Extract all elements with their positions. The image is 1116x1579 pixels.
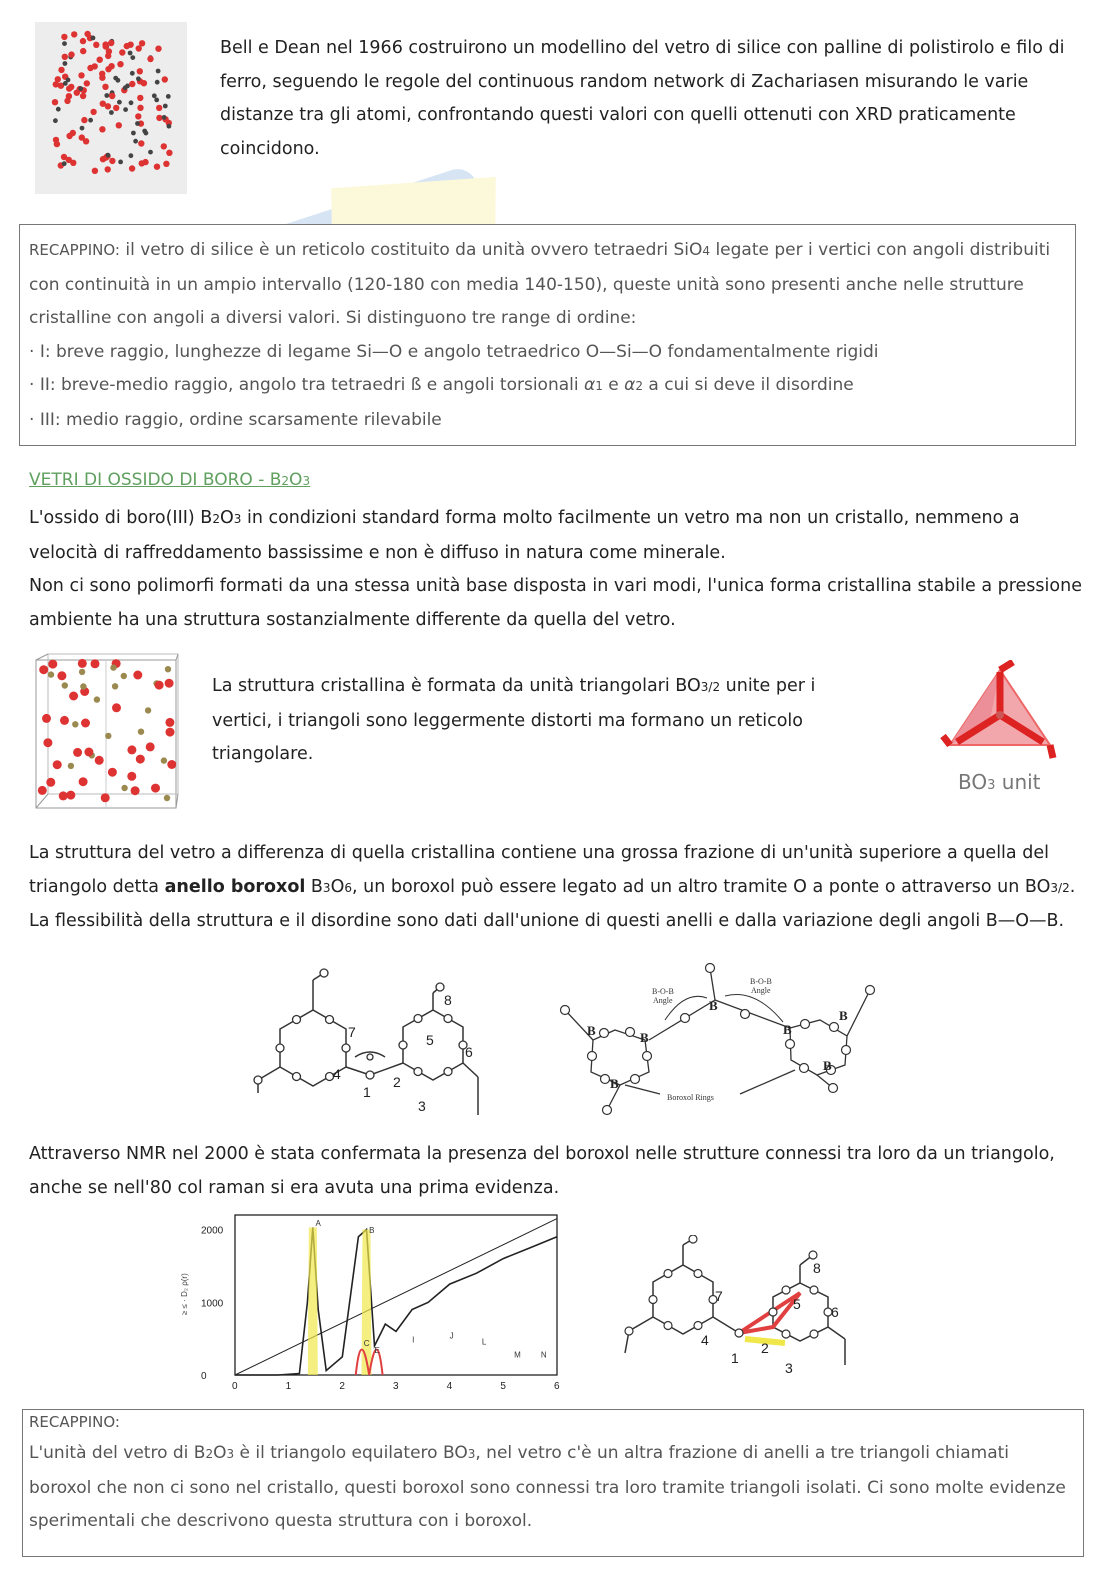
silica-model-image: [35, 22, 187, 194]
silica-atom: [162, 115, 167, 120]
silica-atom: [166, 94, 171, 99]
silica-atom: [154, 98, 159, 103]
silica-atom: [97, 57, 103, 63]
oxygen-atom: [133, 671, 142, 680]
boron-atom: [68, 763, 74, 769]
silica-atom: [84, 80, 90, 86]
intro-paragraph: [220, 32, 1090, 166]
p1-c: in condizioni standard forma molto facilmente un vetro ma non un cristallo, nemmeno a velocità di raffreddamento bassissime e non è diffuso in natura come minerale.: [29, 508, 1020, 563]
silica-atom: [66, 78, 71, 83]
p1-a: L'ossido di boro(III) B: [29, 508, 213, 528]
peak-highlight: [361, 1230, 371, 1375]
boron-atom: [138, 729, 144, 735]
p2-b: unite per i vertici, i triangoli sono leggermente distorti ma formano un reticolo triangolare.: [212, 676, 816, 764]
silica-atom: [104, 93, 109, 98]
x-tick-label: 6: [554, 1381, 560, 1392]
silica-atom: [93, 42, 99, 48]
silica-atom: [53, 118, 58, 123]
oxygen-atom: [165, 718, 174, 727]
diag2-angle-right: B-O-B: [750, 977, 772, 986]
r2-sub3: 3: [467, 1447, 476, 1461]
boroxol-diagram-numbered: [250, 965, 490, 1125]
alpha-2-symbol: α: [624, 375, 636, 395]
silica-atom: [137, 105, 143, 111]
silica-atom: [92, 168, 98, 174]
oxygen-atom: [66, 791, 75, 800]
silica-atom: [162, 76, 168, 82]
paragraph-3: [29, 837, 1089, 939]
diag1-label-2: 2: [393, 1074, 401, 1090]
silica-atom: [167, 124, 172, 129]
oxygen-atom: [127, 745, 136, 754]
bullet-mark: ·: [29, 375, 35, 395]
alpha-2-sub: 2: [635, 379, 643, 393]
x-tick-label: 4: [446, 1381, 453, 1392]
oxygen-atom: [136, 755, 145, 764]
oxygen-atom: [39, 665, 48, 674]
diag2-angle-left: B-O-B: [652, 987, 674, 996]
heading-text-a: VETRI DI OSSIDO DI BORO - B: [29, 470, 282, 490]
x-tick-label: 0: [232, 1381, 238, 1392]
diag1-label-4: 4: [333, 1066, 341, 1082]
silica-atom: [108, 40, 114, 46]
oxygen-atom: [91, 659, 100, 668]
diag2-atom-b3: B: [610, 1076, 619, 1091]
svg-text:≥ ≤ · D₂ ρ(r): ≥ ≤ · D₂ ρ(r): [180, 1273, 189, 1315]
oxygen-atom: [112, 703, 121, 712]
silica-atom: [129, 81, 135, 87]
r2-sub2: 3: [226, 1447, 235, 1461]
oxygen-atom: [165, 679, 174, 688]
recap-1-text-b: legate per i vertici con angoli distribuiti con continuità in un ampio intervallo (120-180 con media 140-150), queste unità sono presenti anche nelle strutture cristalline con angoli a diversi valori. Si distinguono tre range di ordine:: [29, 240, 1051, 328]
boron-atom: [94, 696, 100, 702]
silica-atom: [128, 51, 133, 56]
bo3-label-unit: unit: [995, 770, 1041, 794]
recap-2-content: [29, 1407, 1074, 1539]
silica-atom: [123, 107, 128, 112]
diag3-label-5: 5: [793, 1296, 801, 1312]
x-tick-label: 2: [339, 1381, 345, 1392]
p3-bold: anello boroxol: [164, 876, 306, 897]
silica-atom: [130, 55, 135, 60]
p4-text: Attraverso NMR nel 2000 è stata confermata la presenza del boroxol nelle strutture connessi tra loro da un triangolo, anche se nell'80 col raman si era avuta una prima evidenza.: [29, 1144, 1055, 1198]
x-tick-label: 5: [500, 1381, 506, 1392]
silica-atom: [139, 160, 145, 166]
x-tick-label: 3: [393, 1381, 399, 1392]
diag3-label-4: 4: [701, 1332, 709, 1348]
oxygen-atom: [146, 742, 155, 751]
series-line-total: [235, 1227, 557, 1375]
oxygen-atom: [46, 778, 55, 787]
silica-atom: [129, 153, 134, 158]
boron-atom: [79, 669, 85, 675]
peak-label: A: [315, 1218, 321, 1228]
silica-atom: [90, 109, 96, 115]
oxygen-atom: [43, 738, 52, 747]
oxygen-atom: [155, 681, 164, 690]
silica-atom: [137, 95, 143, 101]
recap-1-sub: 4: [702, 244, 711, 258]
p1-d: Non ci sono polimorfi formati da una stessa unità base disposta in vari modi, l'unica forma cristallina stabile a pressione ambiente ha una struttura sostanzialmente differente da quella del vetro.: [29, 576, 1082, 630]
oxygen-atom: [95, 756, 104, 765]
oxygen-atom: [53, 760, 62, 769]
oxygen-atom: [73, 748, 82, 757]
diag2-ring-label: Boroxol Rings: [667, 1093, 714, 1102]
alpha-2: [624, 375, 643, 395]
silica-atom: [105, 103, 111, 109]
diag2-atom-b4: B: [709, 998, 718, 1013]
silica-atom: [91, 36, 96, 41]
silica-atom: [105, 53, 111, 59]
p3-b: B: [305, 876, 323, 897]
oxygen-atom: [57, 671, 66, 680]
recap-1-bullet-1: [29, 336, 1074, 370]
boroxol-highlight-diagram: [615, 1235, 865, 1385]
p1-sub1: 2: [212, 512, 220, 526]
oxygen-atom: [78, 659, 87, 668]
oxygen-atom: [38, 786, 47, 795]
silica-atom: [99, 75, 105, 81]
diag3-label-1: 1: [731, 1350, 739, 1366]
diag2-atom-b7: B: [823, 1058, 832, 1073]
peak-highlight: [308, 1227, 318, 1375]
recap-1-text-a: il vetro di silice è un reticolo costituito da unità ovvero tetraedri SiO: [119, 240, 703, 260]
silica-atom: [62, 41, 67, 46]
diag1-label-7: 7: [348, 1024, 356, 1040]
bullet-2-and: e: [602, 375, 625, 395]
diag2-atom-b6: B: [839, 1008, 848, 1023]
diag1-label-3: 3: [418, 1098, 426, 1114]
diag1-label-8: 8: [444, 992, 452, 1008]
peak-label: M: [514, 1350, 521, 1360]
bo3-label-sub: 3: [987, 778, 996, 793]
silica-atom: [61, 34, 67, 40]
silica-atom: [109, 110, 114, 115]
boron-atom: [80, 683, 86, 689]
r2-a: L'unità del vetro di B: [29, 1443, 206, 1463]
boron-atom: [105, 733, 111, 739]
crystal-structure-image: [30, 652, 182, 814]
oxygen-atom: [131, 786, 140, 795]
p1-b: O: [219, 508, 234, 528]
p3-a: La struttura del vetro a differenza di quella cristallina contiene una grossa frazione di un'unità superiore a quella del triangolo detta: [29, 843, 1049, 897]
oxygen-atom: [101, 793, 110, 802]
bullet-1-text: I: breve raggio, lunghezze di legame Si—O e angolo tetraedrico O—Si—O fondamentalmente rigidi: [39, 341, 879, 362]
silica-atom: [66, 133, 72, 139]
silica-atom: [131, 131, 136, 136]
p3-sub2: 6: [344, 880, 352, 895]
peak-label: N: [540, 1350, 547, 1360]
peak-label: J: [449, 1331, 454, 1341]
silica-atom: [78, 72, 84, 78]
heading-sub-1: 2: [281, 474, 290, 488]
p1-sub2: 3: [233, 512, 242, 526]
silica-atom: [80, 93, 86, 99]
boron-atom: [161, 757, 167, 763]
oxygen-atom: [79, 777, 88, 786]
silica-atom: [124, 43, 130, 49]
silica-atom: [99, 126, 105, 132]
boron-atom: [72, 721, 78, 727]
y-tick-label: 0: [201, 1371, 207, 1382]
oxygen-atom: [108, 768, 117, 777]
silica-atom: [138, 140, 144, 146]
p3-d: , un boroxol può essere legato ad un altro tramite O a ponte o attraverso un BO: [351, 876, 1051, 897]
alpha-1-sub: 1: [595, 379, 603, 393]
silica-atom: [109, 93, 115, 99]
recap-1-label: RECAPPINO:: [29, 241, 120, 259]
silica-atom: [129, 165, 135, 171]
heading-sub-2: 3: [302, 474, 311, 488]
diag2-atom-b1: B: [640, 1030, 649, 1045]
silica-atom: [118, 160, 123, 165]
silica-atom: [80, 126, 85, 131]
p2-sub1: 3/2: [700, 680, 721, 694]
silica-atom: [84, 31, 90, 37]
paragraph-1: [29, 502, 1089, 637]
silica-atom: [147, 56, 153, 62]
oxygen-atom: [166, 728, 175, 737]
y-tick-label: 2000: [201, 1225, 224, 1237]
recap-2-label: RECAPPINO:: [29, 1413, 120, 1431]
silica-atom: [156, 105, 162, 111]
silica-atom: [166, 150, 172, 156]
recap-1-content: [29, 234, 1074, 437]
bo3-unit-label: [958, 770, 1041, 794]
silica-atom: [54, 141, 60, 147]
silica-atom: [56, 107, 61, 112]
pair-distribution-chart: [165, 1210, 575, 1400]
boron-atom: [121, 673, 127, 679]
diag3-label-3: 3: [785, 1360, 793, 1376]
peak-label: B: [369, 1226, 375, 1236]
silica-atom: [119, 49, 125, 55]
silica-atom: [71, 31, 77, 37]
boron-atom: [121, 785, 127, 791]
silica-atom: [154, 164, 160, 170]
recap-1-bullet-3: [29, 404, 1074, 438]
silica-atom: [81, 117, 87, 123]
boron-atom: [165, 666, 171, 672]
section-heading: [29, 470, 310, 490]
recap-1-bullet-2: [29, 369, 1074, 404]
silica-atom: [139, 40, 145, 46]
diag3-label-7: 7: [715, 1288, 723, 1304]
silica-atom: [155, 80, 160, 85]
bullet-mark: ·: [29, 409, 35, 430]
silica-atom: [113, 105, 119, 111]
oxygen-atom: [48, 660, 57, 669]
y-tick-label: 1000: [201, 1298, 224, 1310]
silica-atom: [116, 122, 122, 128]
boron-atom: [145, 707, 151, 713]
silica-atom: [100, 156, 106, 162]
silica-atom: [163, 161, 169, 167]
boron-atom: [48, 671, 54, 677]
alpha-1: [584, 375, 603, 395]
diag2-atom-b5: B: [783, 1022, 792, 1037]
silica-atom: [155, 46, 161, 52]
silica-atom: [79, 134, 85, 140]
bullet-2-text-b: a cui si deve il disordine: [643, 375, 854, 395]
p3-c: O: [330, 876, 345, 897]
bullet-mark: ·: [29, 341, 35, 362]
silica-atom: [142, 129, 147, 134]
silica-atom: [80, 48, 86, 54]
oxygen-atom: [60, 716, 69, 725]
silica-atom: [88, 118, 93, 123]
oxygen-atom: [59, 791, 68, 800]
silica-atom: [148, 150, 153, 155]
silica-atom: [106, 153, 111, 158]
silica-atom: [137, 68, 143, 74]
oxygen-atom: [84, 748, 93, 757]
boron-atom: [164, 795, 170, 801]
diag1-label-1: 1: [363, 1084, 371, 1100]
silica-atom: [62, 54, 68, 60]
silica-atom: [133, 139, 138, 144]
peak-label: C: [363, 1338, 370, 1348]
silica-atom: [105, 66, 111, 72]
diag3-label-8: 8: [813, 1260, 821, 1276]
paragraph-2: [212, 670, 872, 772]
diag2-angle-left-word: Angle: [653, 996, 673, 1005]
r2-b: O: [213, 1443, 227, 1463]
oxygen-atom: [42, 714, 51, 723]
silica-atom: [156, 69, 161, 74]
silica-atom: [130, 71, 135, 76]
heading-text-b: O: [289, 470, 303, 490]
r2-d: , nel vetro c'è un altra frazione di anelli a tre triangoli chiamati boroxol che non ci sono nel cristallo, questi boroxol sono connessi tra loro tramite triangoli isolati. Ci sono molte evidenze sperimentali che descrivono questa struttura con i boroxol.: [29, 1443, 1066, 1531]
silica-atom: [58, 67, 64, 73]
boron-atom: [62, 682, 68, 688]
p3-sub3: 3/2: [1050, 880, 1070, 895]
silica-atom: [135, 121, 140, 126]
silica-atom: [135, 113, 141, 119]
boroxol-angle-diagram: [555, 960, 885, 1120]
peak-label: I: [412, 1335, 415, 1345]
peak-label: E: [374, 1346, 380, 1356]
diag3-label-6: 6: [831, 1304, 839, 1320]
silica-atom: [78, 86, 83, 91]
oxygen-atom: [127, 772, 136, 781]
peak-label: L: [481, 1337, 487, 1347]
silica-atom: [152, 93, 157, 98]
diag2-angle-right-word: Angle: [751, 986, 771, 995]
silica-atom: [63, 61, 68, 66]
silica-atom: [105, 166, 111, 172]
silica-atom: [117, 61, 123, 67]
oxygen-atom: [69, 692, 78, 701]
silica-atom: [68, 84, 74, 90]
alpha-1-symbol: α: [584, 375, 596, 395]
intro-text: Bell e Dean nel 1966 costruirono un modellino del vetro di silice con palline di polistirolo e filo di ferro, seguendo le regole del continuous random network di Zachariasen misurando le varie distanze tra gli atomi, confrontando questi valori con quelli ottenuti con XRD praticamente coincidono.: [220, 38, 1065, 159]
silica-atom: [68, 51, 74, 57]
bullet-3-text: III: medio raggio, ordine scarsamente rilevabile: [39, 409, 442, 430]
r2-sub1: 2: [205, 1447, 214, 1461]
p3-e: . La flessibilità della struttura e il disordine sono dati dall'unione di questi anelli e dalla variazione degli angoli B—O—B.: [29, 876, 1076, 931]
oxygen-atom: [167, 760, 176, 769]
x-tick-label: 1: [285, 1381, 292, 1392]
silica-atom: [80, 38, 86, 44]
diag2-atom-b2: B: [587, 1023, 596, 1038]
diag1-label-5: 5: [426, 1032, 434, 1048]
bullet-2-text-a: II: breve-medio raggio, angolo tra tetraedri ß e angoli torsionali: [39, 375, 584, 395]
silica-atom: [102, 41, 108, 47]
diag1-label-6: 6: [465, 1044, 473, 1060]
silica-atom: [136, 76, 141, 81]
series-line-baseline: [235, 1219, 557, 1375]
silica-atom: [117, 100, 122, 105]
boron-atom: [112, 683, 118, 689]
oxygen-atom: [81, 719, 90, 728]
silica-atom: [102, 84, 108, 90]
silica-atom: [113, 76, 118, 81]
boron-atom: [110, 664, 116, 670]
bo3-label-text: BO: [958, 770, 988, 794]
silica-atom: [109, 158, 115, 164]
r2-c: è il triangolo equilatero BO: [234, 1443, 468, 1463]
silica-atom: [87, 65, 93, 71]
silica-atom: [70, 160, 76, 166]
silica-atom: [62, 161, 67, 166]
oxygen-atom: [151, 784, 160, 793]
silica-atom: [64, 98, 70, 104]
silica-atom: [163, 104, 168, 109]
p3-sub1: 3: [322, 880, 331, 895]
silica-atom: [129, 100, 134, 105]
paragraph-4: [29, 1138, 1089, 1205]
silica-atom: [161, 143, 167, 149]
diag3-label-2: 2: [761, 1340, 769, 1356]
silica-atom: [52, 99, 58, 105]
silica-atom: [156, 115, 162, 121]
p2-a: La struttura cristallina è formata da unità triangolari BO: [212, 676, 701, 696]
